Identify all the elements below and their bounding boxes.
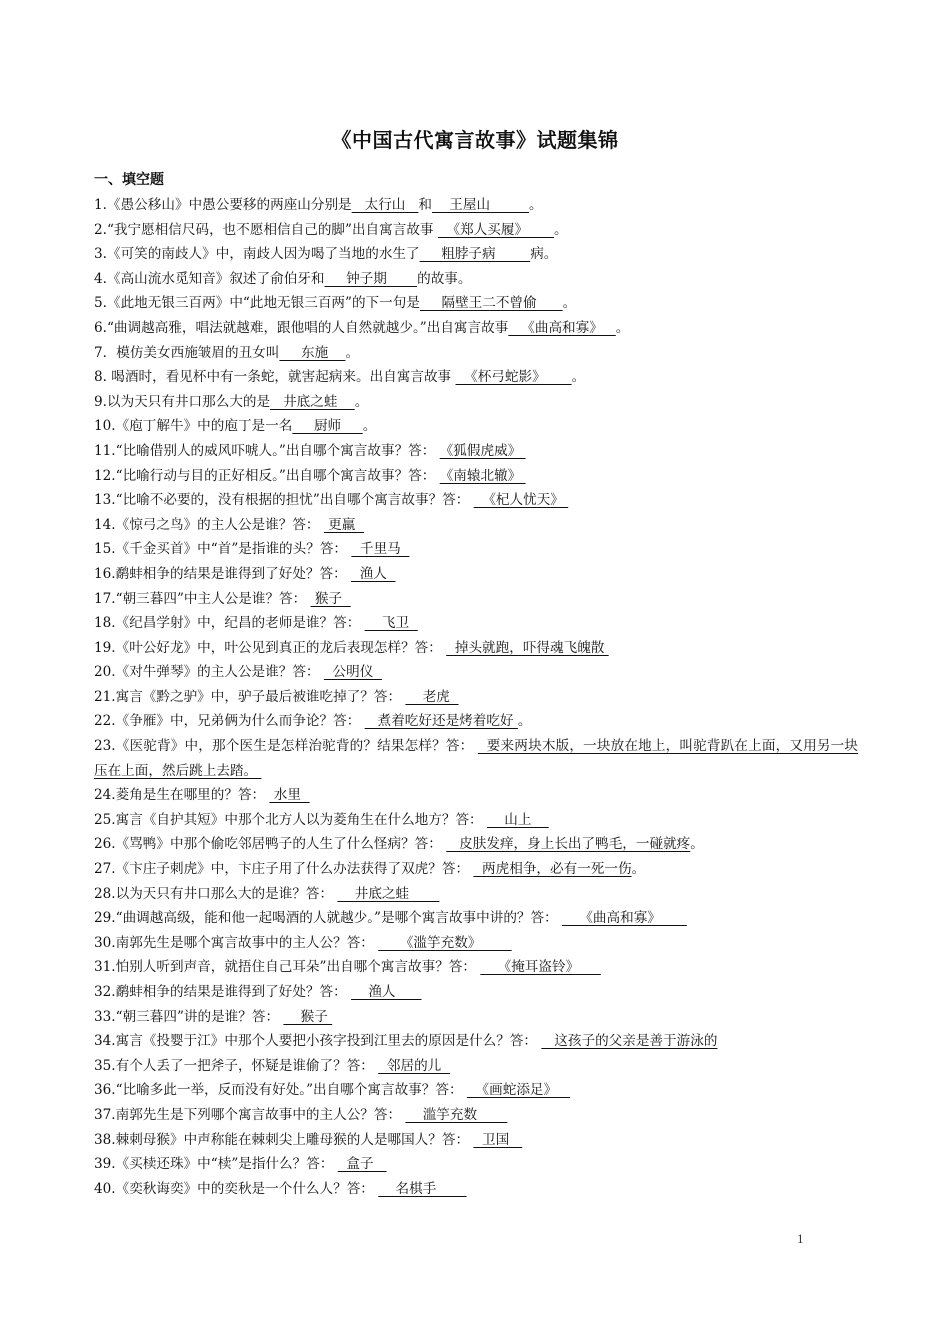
answer-text: 粗脖子病 (419, 246, 531, 263)
question-text: 。 (517, 713, 532, 730)
question-item (94, 587, 858, 612)
question-item (94, 341, 858, 366)
question-text: 。 (631, 861, 646, 878)
question-item (94, 709, 858, 734)
answer-text: 厨师 (292, 418, 363, 435)
question-text: 14.《惊弓之鸟》的主人公是谁？答： (94, 516, 324, 533)
question-item (94, 636, 858, 661)
question-item (94, 414, 858, 439)
question-text: 。 (362, 418, 377, 435)
question-item (94, 488, 858, 513)
answer-text: 《掩耳盗铃》 (480, 959, 601, 976)
question-item (94, 1029, 858, 1054)
question-item (94, 783, 858, 808)
question-text: 。 (345, 344, 360, 361)
page-number: 1 (797, 1231, 804, 1246)
answer-text: 邻居的儿 (378, 1057, 450, 1074)
question-item (94, 611, 858, 636)
answer-text: 更羸 (323, 516, 365, 533)
answer-text: 水里 (269, 787, 310, 804)
answer-text: 猴子 (283, 1008, 333, 1025)
question-text: 15.《千金买首》中“首”是指谁的头？答： (94, 541, 352, 558)
answer-text: 《狐假虎威》 (439, 442, 526, 459)
question-text: 35.有个人丢了一把斧子，怀疑是谁偷了？答： (94, 1057, 379, 1074)
question-item (94, 931, 858, 956)
section-heading: 一、填空题 (94, 172, 164, 188)
answer-text: 钟子期 (324, 270, 418, 287)
question-item (94, 1128, 858, 1153)
question-text: 2.“我宁愿相信尺码，也不愿相信自己的脚”出自寓言故事 (94, 221, 438, 238)
answer-text: 猴子 (310, 590, 351, 607)
question-text: 13.“比喻不必要的，没有根据的担忧”出自哪个寓言故事？答： (94, 492, 474, 509)
question-text: 31.怕别人听到声音，就捂住自己耳朵”出自哪个寓言故事？答： (94, 959, 481, 976)
answer-text: 《南辕北辙》 (439, 467, 526, 484)
question-item (94, 980, 858, 1005)
answer-text: 这孩子的父亲是善于游泳的 (541, 1033, 718, 1050)
answer-text: 卫国 (473, 1131, 523, 1148)
question-text: 。 (562, 295, 577, 312)
question-text: 33.“朝三暮四”讲的是谁？答： (94, 1008, 284, 1025)
question-item (94, 1177, 858, 1202)
question-text: 。 (690, 836, 704, 853)
answer-text: 皮肤发痒，身上长出了鸭毛，一碰就疼 (446, 836, 691, 853)
question-text: 16.鹬蚌相争的结果是谁得到了好处？答： (94, 565, 352, 582)
question-text: 和 (418, 197, 432, 213)
question-text: 39.《买椟还珠》中“椟”是指什么？答： (94, 1156, 338, 1173)
question-text: 23.《医驼背》中，那个医生是怎样治驼背的？结果怎样？答： (94, 738, 478, 755)
question-item (94, 218, 858, 243)
question-item (94, 1078, 858, 1103)
answer-text: 《滥竽充数》 (378, 934, 512, 951)
question-item (94, 906, 858, 931)
question-text: 9.以为天只有井口那么大的是 (94, 393, 271, 410)
question-item (94, 808, 858, 833)
question-item (94, 193, 858, 218)
answer-text: 两虎相争，必有一死一伤 (473, 861, 632, 878)
question-text: 29.“曲调越高级，能和他一起喝酒的人就越少。”是哪个寓言故事中讲的？答： (94, 910, 563, 927)
question-text: 19.《叶公好龙》中，叶公见到真正的龙后表现怎样？答： (94, 639, 447, 656)
answer-text: 老虎 (405, 688, 459, 705)
answer-text: 飞卫 (364, 615, 418, 632)
question-text: 11.“比喻借别人的威风吓唬人。”出自哪个寓言故事？答： (94, 442, 440, 459)
question-item (94, 685, 858, 710)
question-text: 21.寓言《黔之驴》中，驴子最后被谁吃掉了？答： (94, 688, 406, 705)
answer-text: 《郑人买履》 (437, 221, 554, 238)
question-text: 22.《争雁》中，兄弟俩为什么而争论？答： (94, 713, 365, 730)
question-item (94, 562, 858, 587)
question-text: 病。 (530, 246, 558, 263)
answer-text: 隔壁王二不曾偷 (419, 295, 563, 312)
question-item (94, 439, 858, 464)
question-text: 30.南郭先生是哪个寓言故事中的主人公？答： (94, 934, 379, 951)
answer-text: 要来两块木版，一块放在地上，叫驼背趴在上面，又用另一块压在上面，然后跳上去踏。 (94, 738, 858, 779)
question-item (94, 513, 858, 538)
question-text: 5.《此地无银三百两》中“此地无银三百两”的下一句是 (94, 295, 420, 312)
answer-text: 名棋手 (378, 1180, 467, 1197)
question-text: 。 (615, 319, 630, 336)
answer-text: 《杯弓蛇影》 (455, 369, 572, 386)
question-text: 38.棘刺母猴》中声称能在棘刺尖上雕母猴的人是哪国人？答： (94, 1131, 474, 1148)
answer-text: 井底之蛙 (337, 885, 440, 902)
question-text: 34.寓言《投婴于江》中那个人要把小孩字投到江里去的原因是什么？答： (94, 1033, 542, 1050)
answer-text: 太行山 (351, 197, 419, 213)
answer-text: 渔人 (351, 984, 422, 1000)
question-text: 4.《高山流水觅知音》叙述了俞伯牙和 (94, 270, 325, 287)
answer-text: 掉头就跑，吓得魂飞魄散 (446, 639, 609, 656)
answer-text: 《曲高和寡》 (562, 910, 687, 927)
question-text: 25.寓言《自护其短》中那个北方人以为菱角生在什么地方？答： (94, 811, 487, 828)
question-item (94, 291, 858, 316)
question-item (94, 882, 858, 907)
question-text: 24.菱角是生在哪里的？答： (94, 787, 270, 804)
question-text: 6.“曲调越高雅，唱法就越难，跟他唱的人自然就越少。”出自寓言故事 (94, 319, 509, 336)
question-item (94, 857, 858, 882)
question-text: 7．模仿美女西施皱眉的丑女叫 (94, 344, 280, 361)
question-item (94, 955, 858, 980)
question-item (94, 1054, 858, 1079)
answer-text: 渔人 (351, 565, 396, 582)
question-item (94, 316, 858, 341)
question-text: 12.“比喻行动与目的正好相反。”出自哪个寓言故事？答： (94, 467, 440, 484)
question-list (94, 193, 858, 1201)
answer-text: 盒子 (337, 1156, 387, 1173)
answer-text: 东施 (279, 344, 346, 361)
question-text: 。 (528, 197, 543, 213)
question-text: 3.《可笑的南歧人》中，南歧人因为喝了当地的水生了 (94, 246, 420, 263)
question-text: 40.《奕秋诲奕》中的奕秋是一个什么人？答： (94, 1180, 379, 1197)
question-item (94, 1005, 858, 1030)
question-text: 36.“比喻多此一举，反而没有好处。”出自哪个寓言故事？答： (94, 1082, 467, 1099)
question-text: 18.《纪昌学射》中，纪昌的老师是谁？答： (94, 615, 365, 632)
question-text: 10.《庖丁解牛》中的庖丁是一名 (94, 418, 293, 435)
answer-text: 煮着吃好还是烤着吃好 (364, 713, 518, 730)
answer-text: 井底之蛙 (270, 393, 355, 410)
question-text: 20.《对牛弹琴》的主人公是谁？答： (94, 664, 324, 681)
question-text: 37.南郭先生是下列哪个寓言故事中的主人公？答： (94, 1106, 406, 1123)
question-text: 的故事。 (417, 270, 472, 287)
answer-text: 滥竽充数 (405, 1106, 508, 1123)
question-text: 。 (354, 393, 369, 410)
question-text: 。 (554, 221, 568, 238)
question-text: 32.鹬蚌相争的结果是谁得到了好处？答： (94, 984, 352, 1000)
page-title: 《中国古代寓言故事》试题集锦 (331, 128, 619, 152)
question-item (94, 1103, 858, 1128)
answer-text: 王屋山 (431, 197, 529, 213)
question-item (94, 832, 858, 857)
question-item (94, 267, 858, 292)
question-item (94, 660, 858, 685)
question-text: 1.《愚公移山》中愚公要移的两座山分别是 (94, 197, 352, 213)
answer-text: 公明仪 (323, 664, 382, 681)
question-item (94, 1152, 858, 1177)
answer-text: 千里马 (351, 541, 410, 558)
question-text: 28.以为天只有井口那么大的是谁？答： (94, 885, 338, 902)
question-item (94, 365, 858, 390)
question-text: 27.《卞庄子刺虎》中，卞庄子用了什么办法获得了双虎？答： (94, 861, 474, 878)
question-item (94, 464, 858, 489)
question-item (94, 242, 858, 267)
question-item (94, 734, 858, 783)
answer-text: 《杞人忧天》 (473, 492, 569, 509)
question-item (94, 390, 858, 415)
question-text: 17.“朝三暮四”中主人公是谁？答： (94, 590, 311, 607)
question-text: 8. 喝酒时，看见杯中有一条蛇，就害起病来。出自寓言故事 (94, 369, 456, 386)
question-text: 26.《骂鸭》中那个偷吃邻居鸭子的人生了什么怪病？答： (94, 836, 447, 853)
question-text: 。 (571, 369, 586, 386)
question-item (94, 537, 858, 562)
answer-text: 《曲高和寡》 (508, 319, 616, 336)
answer-text: 《画蛇添足》 (466, 1082, 571, 1099)
answer-text: 山上 (486, 811, 549, 828)
